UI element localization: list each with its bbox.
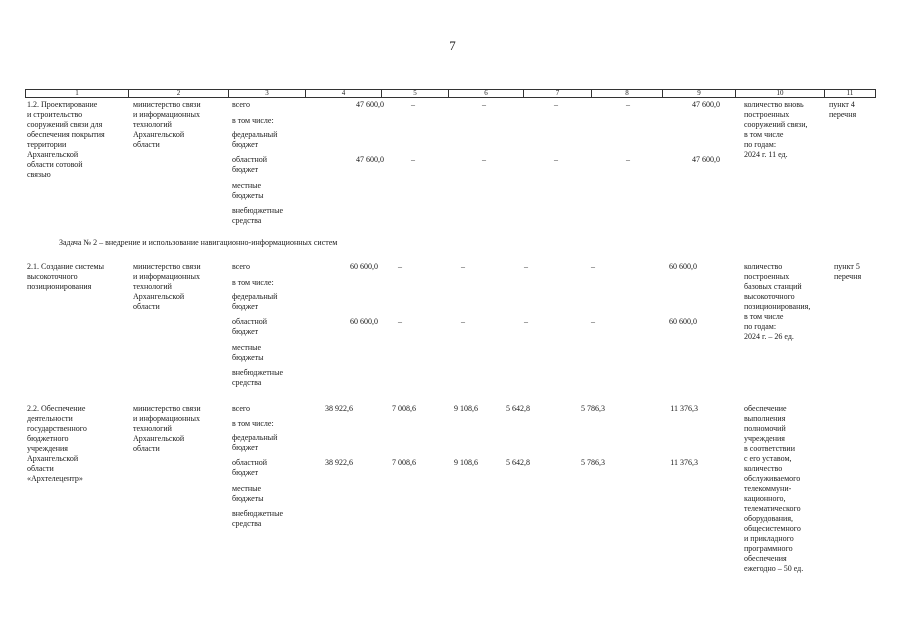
- value-regional-col5: –: [398, 317, 402, 326]
- value-regional-col5: –: [411, 155, 415, 164]
- measure-name: 2.1. Создание системы высокоточного позиционирования: [27, 262, 104, 291]
- source-regional: областной бюджет: [232, 317, 268, 336]
- source-federal: федеральный бюджет: [232, 433, 278, 452]
- source-including: в том числе:: [232, 116, 274, 125]
- value-total-col7: 5 642,8: [506, 404, 530, 413]
- column-number: 11: [825, 90, 876, 98]
- column-number-header: [25, 89, 876, 98]
- value-regional-col9: 47 600,0: [692, 155, 720, 164]
- column-number: 9: [663, 90, 736, 98]
- value-regional-col6: –: [482, 155, 486, 164]
- measure-name: 2.2. Обеспечение деятельности государственного бюджетного учреждения Архангельской области «Архтелецентр»: [27, 404, 87, 483]
- value-regional-col4: 47 600,0: [356, 155, 384, 164]
- column-number: 8: [592, 90, 663, 98]
- source-local: местные бюджеты: [232, 484, 264, 503]
- program-link: пункт 5 перечня: [834, 262, 862, 281]
- value-regional-col8: 5 786,3: [581, 458, 605, 467]
- value-regional-col7: –: [554, 155, 558, 164]
- source-local: местные бюджеты: [232, 343, 264, 362]
- indicator: количество построенных базовых станций высокоточного позиционирования, в том числе по годам: 2024 г. – 26 ед.: [744, 262, 811, 341]
- source-offbudget: внебюджетные средства: [232, 206, 283, 225]
- page-number: 7: [449, 38, 456, 53]
- column-number: 6: [449, 90, 524, 98]
- source-including: в том числе:: [232, 278, 274, 287]
- executor: министерство связи и информационных технологий Архангельской области: [133, 262, 201, 311]
- value-total-col5: –: [411, 100, 415, 109]
- source-total: всего: [232, 100, 251, 109]
- source-regional: областной бюджет: [232, 155, 268, 174]
- column-number: 7: [524, 90, 592, 98]
- value-total-col9: 47 600,0: [692, 100, 720, 109]
- source-federal: федеральный бюджет: [232, 130, 278, 149]
- column-number: 1: [26, 90, 129, 98]
- value-regional-col5: 7 008,6: [392, 458, 416, 467]
- source-total: всего: [232, 262, 251, 271]
- source-total: всего: [232, 404, 251, 413]
- value-total-col9: 60 600,0: [669, 262, 697, 271]
- task-heading: Задача № 2 – внедрение и использование навигационно-информационных систем: [59, 238, 338, 247]
- column-number: 10: [736, 90, 825, 98]
- value-total-col4: 47 600,0: [356, 100, 384, 109]
- column-number: 5: [382, 90, 449, 98]
- value-total-col4: 38 922,6: [325, 404, 353, 413]
- value-regional-col9: 11 376,3: [670, 458, 698, 467]
- value-total-col6: –: [461, 262, 465, 271]
- value-regional-col6: –: [461, 317, 465, 326]
- value-total-col8: –: [626, 100, 630, 109]
- value-total-col8: 5 786,3: [581, 404, 605, 413]
- value-regional-col4: 60 600,0: [350, 317, 378, 326]
- value-regional-col6: 9 108,6: [454, 458, 478, 467]
- indicator: количество вновь построенных сооружений связи, в том числе по годам: 2024 г. 11 ед.: [744, 100, 808, 159]
- value-total-col6: –: [482, 100, 486, 109]
- value-total-col6: 9 108,6: [454, 404, 478, 413]
- value-total-col4: 60 600,0: [350, 262, 378, 271]
- source-local: местные бюджеты: [232, 181, 264, 200]
- column-number: 4: [306, 90, 382, 98]
- value-regional-col7: 5 642,8: [506, 458, 530, 467]
- executor: министерство связи и информационных технологий Архангельской области: [133, 100, 201, 149]
- value-total-col7: –: [554, 100, 558, 109]
- value-total-col5: –: [398, 262, 402, 271]
- value-total-col9: 11 376,3: [670, 404, 698, 413]
- value-regional-col8: –: [626, 155, 630, 164]
- column-number: 3: [229, 90, 306, 98]
- value-regional-col7: –: [524, 317, 528, 326]
- program-link: пункт 4 перечня: [829, 100, 857, 119]
- source-offbudget: внебюджетные средства: [232, 509, 283, 528]
- source-offbudget: внебюджетные средства: [232, 368, 283, 387]
- value-regional-col4: 38 922,6: [325, 458, 353, 467]
- value-total-col7: –: [524, 262, 528, 271]
- executor: министерство связи и информационных технологий Архангельской области: [133, 404, 201, 453]
- source-including: в том числе:: [232, 419, 274, 428]
- measure-name: 1.2. Проектирование и строительство сооружений связи для обеспечения покрытия территории Архангельской области сотовой связью: [27, 100, 105, 179]
- column-number: 2: [129, 90, 229, 98]
- value-regional-col8: –: [591, 317, 595, 326]
- source-regional: областной бюджет: [232, 458, 268, 477]
- indicator: обеспечение выполнения полномочий учреждения в соответствии с его уставом, количество обслуживаемого телекоммуни- кационного, телематического оборудования, общесистемного и прикладного программного обеспечения ежегодно – 50 ед.: [744, 404, 804, 573]
- source-federal: федеральный бюджет: [232, 292, 278, 311]
- value-regional-col9: 60 600,0: [669, 317, 697, 326]
- value-total-col8: –: [591, 262, 595, 271]
- value-total-col5: 7 008,6: [392, 404, 416, 413]
